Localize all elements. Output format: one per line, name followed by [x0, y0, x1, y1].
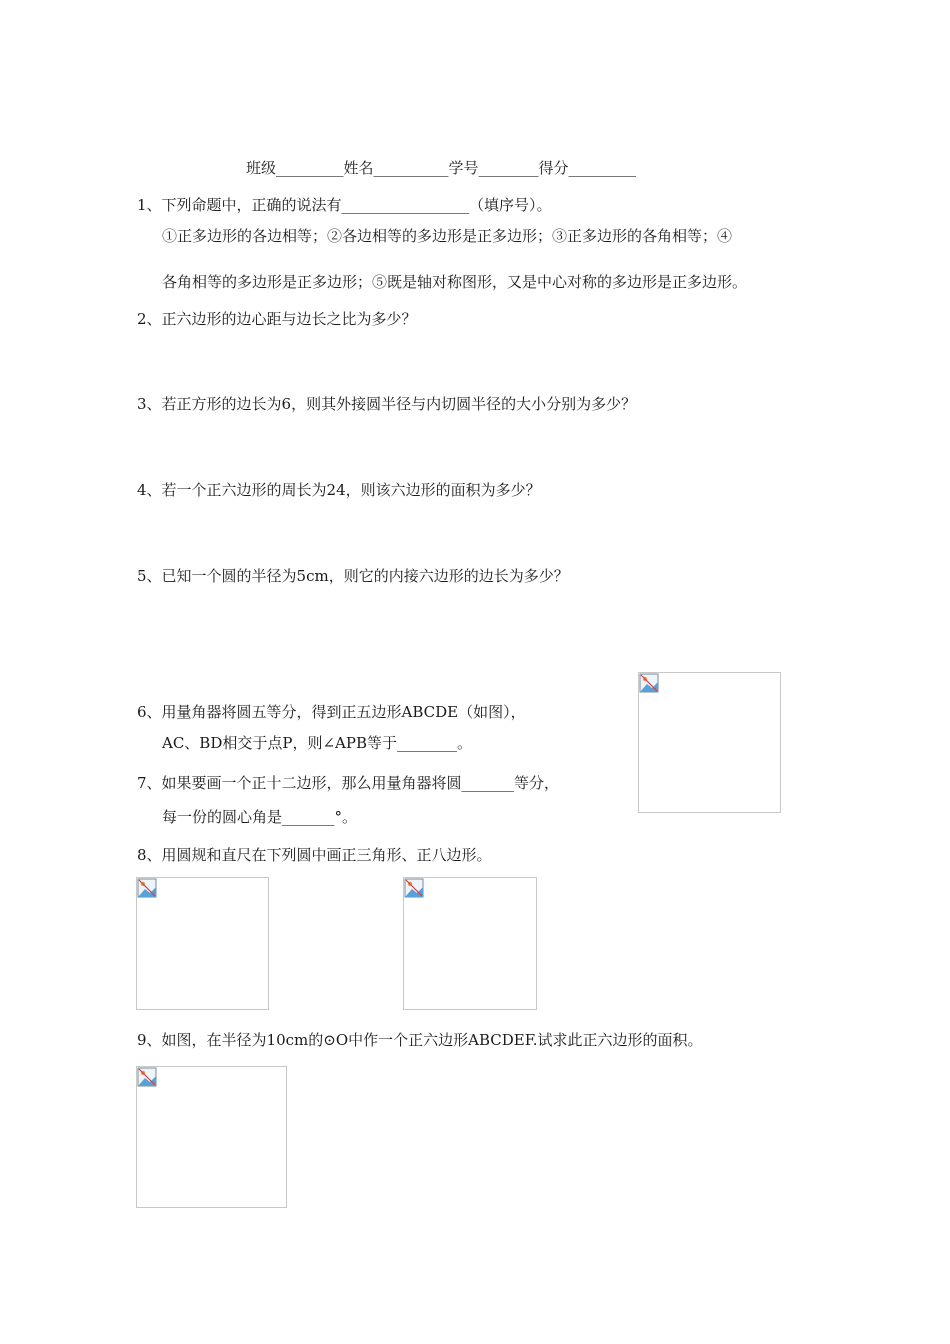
broken-image-icon	[137, 1067, 157, 1087]
header-line: 班级_________姓名__________学号________得分_________	[246, 159, 637, 177]
q1-line2: ①正多边形的各边相等；②各边相等的多边形是正多边形；③正多边形的各角相等；④	[162, 227, 733, 245]
q8-figure-triangle	[136, 877, 269, 1010]
broken-image-icon	[639, 673, 659, 693]
q9-figure	[136, 1066, 287, 1208]
q1-line3: 各角相等的多边形是正多边形；⑤既是轴对称图形，又是中心对称的多边形是正多边形。	[162, 273, 748, 291]
q8-figure-octagon	[403, 877, 537, 1010]
q3-text: 3、若正方形的边长为6，则其外接圆半径与内切圆半径的大小分别为多少？	[137, 395, 637, 413]
q5-text: 5、已知一个圆的半径为5cm，则它的内接六边形的边长为多少？	[137, 567, 569, 585]
broken-image-icon	[404, 878, 424, 898]
q7-line2: 每一份的圆心角是_______°。	[162, 808, 358, 826]
q7-line1: 7、如果要画一个正十二边形，那么用量角器将圆_______等分，	[137, 774, 560, 792]
q8-text: 8、用圆规和直尺在下列圆中画正三角形、正八边形。	[137, 846, 492, 864]
q6-figure	[638, 672, 781, 813]
q2-text: 2、正六边形的边心距与边长之比为多少？	[137, 310, 417, 328]
broken-image-icon	[137, 878, 157, 898]
q6-line1: 6、用量角器将圆五等分，得到正五边形ABCDE（如图），	[137, 703, 526, 721]
q1-line1: 1、下列命题中，正确的说法有_________________（填序号）。	[137, 196, 552, 214]
q6-line2: AC、BD相交于点P，则∠APB等于________。	[162, 734, 472, 752]
q4-text: 4、若一个正六边形的周长为24，则该六边形的面积为多少？	[137, 481, 541, 499]
q9-text: 9、如图，在半径为10cm的⊙O中作一个正六边形ABCDEF.试求此正六边形的面积。	[137, 1031, 703, 1049]
